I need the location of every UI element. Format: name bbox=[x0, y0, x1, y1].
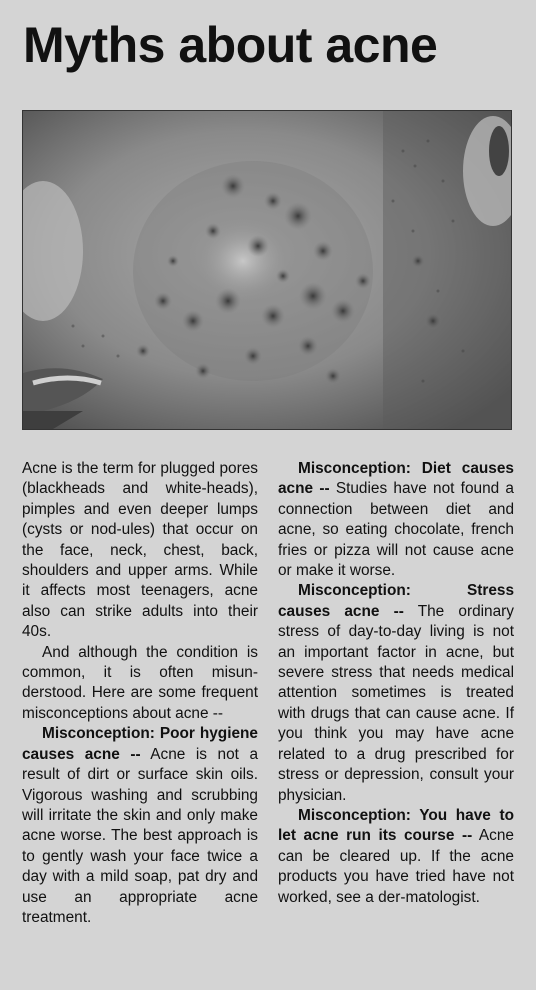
intro-paragraph-2: And although the condition is common, it is often misun-derstood. Here are some frequent misconceptions about acne -- bbox=[22, 643, 258, 722]
intro-paragraph-1: Acne is the term for plugged pores (blackheads and white-heads), pimples and even deeper lumps (cysts or nod-ules) that occur on the face, neck, chest, back, shoulders and upper arms. While it affects most teenagers, acne also can strike adults into their 40s. bbox=[22, 460, 258, 641]
myth-heading: Misconception: You have to let acne run its course -- bbox=[278, 806, 514, 845]
article-title: Myths about acne bbox=[23, 17, 438, 73]
acne-photo bbox=[22, 110, 512, 430]
myth-body: Acne can be cleared up. If the acne products you have tried have not worked, see a der-matologist. bbox=[278, 827, 514, 906]
myth-hygiene bbox=[22, 724, 258, 928]
myth-heading: Misconception: Diet causes acne -- bbox=[278, 460, 514, 498]
myth-diet bbox=[278, 459, 514, 581]
right-column bbox=[278, 459, 514, 908]
myth-body: Studies have not found a connection between diet and acne, so eating chocolate, french fries or pizza will not cause acne or make it worse. bbox=[278, 480, 514, 580]
myth-body: The ordinary stress of day-to-day living is not an important factor in acne, but severe stress that needs medical attention sometimes is treated with drugs that can cause acne. If you think you may have acne related to a drug prescribed for stress or depression, consult your physician. bbox=[278, 602, 514, 804]
myth-stress bbox=[278, 581, 514, 805]
myth-run-its-course bbox=[278, 806, 514, 908]
myth-heading: Misconception: Poor hygiene causes acne -- bbox=[22, 725, 258, 763]
myth-heading: Misconception: Stress causes acne -- bbox=[278, 582, 514, 620]
left-column bbox=[22, 459, 258, 928]
myth-body: Acne is not a result of dirt or surface skin oils. Vigorous washing and scrubbing will irritate the skin and only make acne worse. The best approach is to gently wash your face twice a day with a mild soap, pat dry and use an appropriate acne treatment. bbox=[22, 745, 258, 926]
